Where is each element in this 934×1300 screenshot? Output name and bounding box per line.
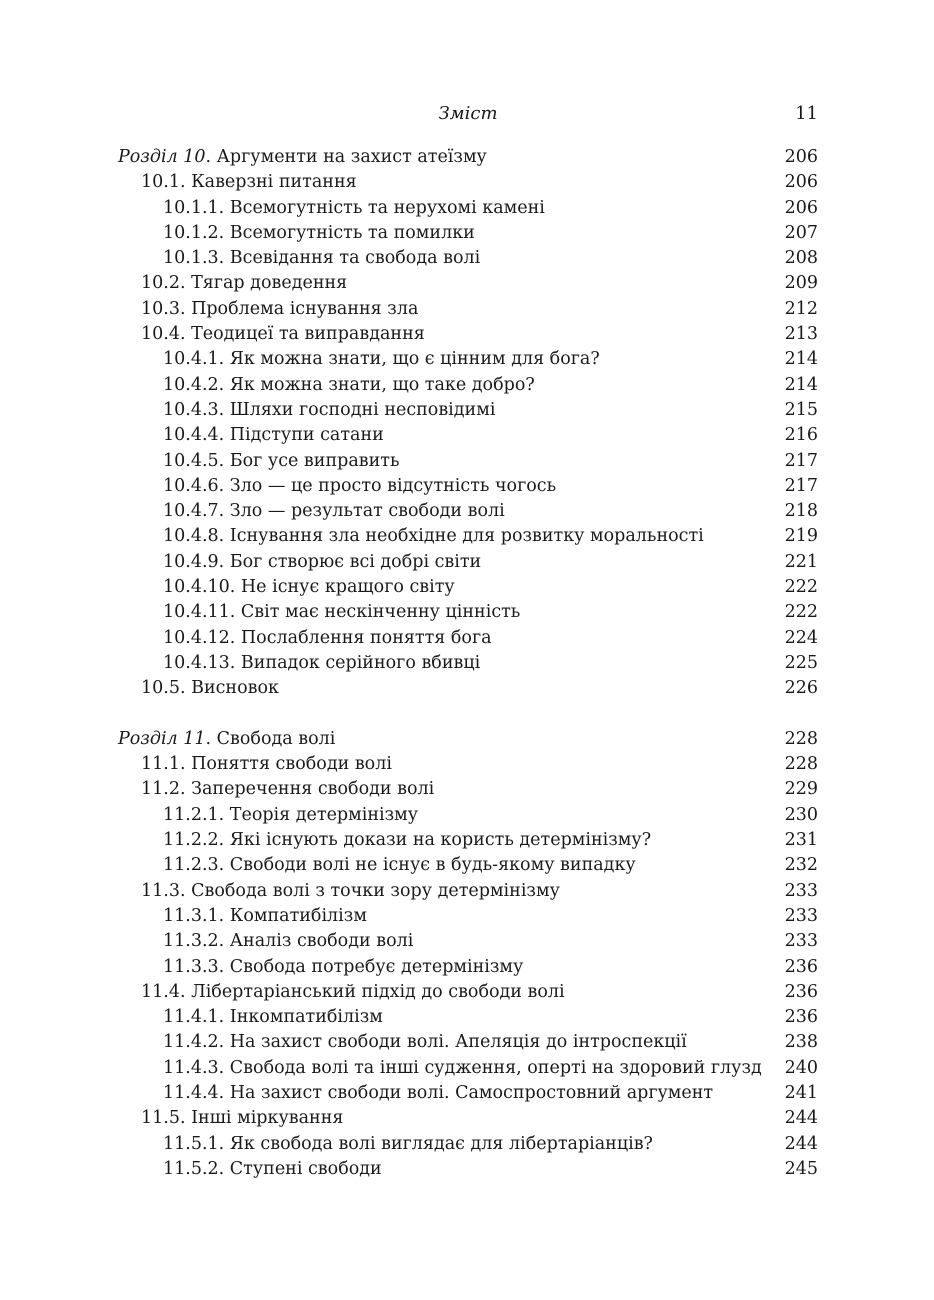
toc-subsection-entry	[118, 1132, 818, 1157]
toc-subsection-entry	[118, 904, 818, 929]
toc-page-number: 207	[784, 222, 818, 243]
toc-page-number: 244	[784, 1133, 818, 1154]
toc-subsection-entry	[118, 828, 818, 853]
toc-page-number: 222	[784, 577, 818, 598]
toc-page-number: 245	[784, 1158, 818, 1179]
toc-entry-label: 11.4.3. Свобода волі та інші судження, оперті на здоровий глузд	[163, 1057, 762, 1078]
toc-page-number: 232	[784, 855, 818, 876]
toc-page-number: 209	[784, 273, 818, 294]
toc-subsection-entry	[118, 575, 818, 600]
toc-page-number: 244	[784, 1108, 818, 1129]
toc-page-number: 214	[784, 349, 818, 370]
toc-entry-label: 11.3. Свобода волі з точки зору детермінізму	[141, 880, 560, 901]
toc-entry-label: 10.4. Теодицеї та виправдання	[141, 324, 425, 345]
toc-section-entry	[118, 676, 818, 701]
toc-page-number: 219	[784, 526, 818, 547]
toc-subsection-entry	[118, 651, 818, 676]
toc-chapter-name: . Свобода волі	[205, 728, 336, 749]
running-head-title: Зміст	[438, 103, 498, 124]
toc-subsection-entry	[118, 524, 818, 549]
toc-entry-label: 10.4.4. Підступи сатани	[163, 425, 384, 446]
toc-entry-label: 10.4.2. Як можна знати, що таке добро?	[163, 374, 535, 395]
toc-subsection-entry	[118, 600, 818, 625]
toc-entry-label: 10.3. Проблема існування зла	[141, 298, 419, 319]
toc-page-number: 236	[784, 981, 818, 1002]
toc-page-number: 217	[784, 450, 818, 471]
toc-entry-label: 11.1. Поняття свободи волі	[141, 754, 392, 775]
toc-section-entry	[118, 879, 818, 904]
toc-page-number: 214	[784, 374, 818, 395]
toc-subsection-entry	[118, 246, 818, 271]
toc-page-number: 212	[784, 298, 818, 319]
toc-subsection-entry	[118, 955, 818, 980]
toc-section-entry	[118, 752, 818, 777]
toc-section-entry	[118, 322, 818, 347]
toc-entry-label: 10.4.1. Як можна знати, що є цінним для бога?	[163, 349, 600, 370]
toc-chapter-entry	[118, 727, 818, 752]
toc-page-number: 228	[784, 728, 818, 749]
toc-section-entry	[118, 980, 818, 1005]
toc-page-number: 226	[784, 678, 818, 699]
toc-entry-label: 11.2.3. Свободи волі не існує в будь-якому випадку	[163, 855, 636, 876]
toc-entry-label: 10.4.6. Зло — це просто відсутність чогось	[163, 475, 557, 496]
toc-entry-label: 11.4.1. Інкомпатибілізм	[163, 1007, 383, 1028]
toc-entry-label: 10.4.9. Бог створює всі добрі світи	[163, 551, 482, 572]
toc-entry-label: 10.4.13. Випадок серійного вбивці	[163, 652, 481, 673]
toc-entry-label: 10.4.3. Шляхи господні несповідимі	[163, 399, 496, 420]
toc-subsection-entry	[118, 423, 818, 448]
toc-section-entry	[118, 1106, 818, 1131]
toc-subsection-entry	[118, 398, 818, 423]
toc-page-number: 233	[784, 880, 818, 901]
toc-page-number: 236	[784, 1007, 818, 1028]
toc-page-number: 231	[784, 830, 818, 851]
toc-entry-label: 10.5. Висновок	[141, 678, 279, 699]
toc-subsection-entry	[118, 221, 818, 246]
toc-subsection-entry	[118, 626, 818, 651]
toc-section-entry	[118, 170, 818, 195]
toc-entry-label: 11.3.2. Аналіз свободи волі	[163, 931, 414, 952]
toc-entry-label: 11.5. Інші міркування	[141, 1108, 344, 1129]
toc-subsection-entry	[118, 1005, 818, 1030]
toc-entry-label: 11.5.2. Ступені свободи	[163, 1158, 382, 1179]
toc-page-number: 233	[784, 905, 818, 926]
toc-page-number: 225	[784, 652, 818, 673]
toc-page-number: 206	[784, 147, 818, 167]
toc-page-number: 217	[784, 475, 818, 496]
toc-entry-label: 10.4.11. Світ має нескінченну цінність	[163, 602, 521, 623]
toc-subsection-entry	[118, 196, 818, 221]
running-head	[118, 101, 818, 127]
page-number: 11	[795, 103, 818, 124]
toc-entry-label: 10.4.7. Зло — результат свободи волі	[163, 501, 505, 522]
toc-entry-label: 10.4.5. Бог усе виправить	[163, 450, 400, 471]
toc-entry-label: 11.4.4. На захист свободи волі. Самоспростовний аргумент	[163, 1082, 714, 1103]
toc-subsection-entry	[118, 499, 818, 524]
toc-subsection-entry	[118, 1030, 818, 1055]
toc-subsection-entry	[118, 449, 818, 474]
toc-entry-label: 10.4.10. Не існує кращого світу	[163, 577, 455, 598]
toc-page-number: 233	[784, 931, 818, 952]
toc-subsection-entry	[118, 550, 818, 575]
toc-chapter-entry	[118, 145, 818, 170]
toc-entry-label: 10.1.1. Всемогутність та нерухомі камені	[163, 197, 545, 218]
toc-entry-label: 11.2.2. Які існують докази на користь детермінізму?	[163, 830, 652, 851]
toc-subsection-entry	[118, 474, 818, 499]
toc-page-number: 221	[784, 551, 818, 572]
toc-page-number: 222	[784, 602, 818, 623]
toc-subsection-entry	[118, 1157, 818, 1182]
toc-subsection-entry	[118, 347, 818, 372]
toc-page-number: 229	[784, 779, 818, 800]
toc-page-number: 206	[784, 197, 818, 218]
table-of-contents	[118, 145, 818, 1182]
toc-page-number: 208	[784, 248, 818, 269]
toc-chapter-title	[118, 727, 335, 752]
toc-page-number: 224	[784, 627, 818, 648]
toc-entry-label: 11.4.2. На захист свободи волі. Апеляція до інтроспекції	[163, 1032, 687, 1053]
toc-subsection-entry	[118, 803, 818, 828]
toc-page-number: 215	[784, 399, 818, 420]
toc-section-entry	[118, 297, 818, 322]
toc-page-number: 238	[784, 1032, 818, 1053]
toc-entry-label: 11.3.1. Компатибілізм	[163, 905, 367, 926]
toc-page-number: 230	[784, 804, 818, 825]
toc-chapter-title	[118, 145, 487, 170]
toc-subsection-entry	[118, 1056, 818, 1081]
toc-entry-label: 10.1.3. Всевідання та свобода волі	[163, 248, 481, 269]
toc-entry-label: 10.1. Каверзні питання	[141, 172, 357, 193]
toc-page-number: 218	[784, 501, 818, 522]
toc-subsection-entry	[118, 1081, 818, 1106]
toc-entry-label: 11.4. Лібертаріанський підхід до свободи волі	[141, 981, 565, 1002]
toc-page-number: 228	[784, 754, 818, 775]
toc-entry-label: 10.1.2. Всемогутність та помилки	[163, 222, 475, 243]
toc-section-entry	[118, 777, 818, 802]
toc-section-entry	[118, 271, 818, 296]
toc-page-number: 216	[784, 425, 818, 446]
toc-entry-label: 11.2. Заперечення свободи волі	[141, 779, 435, 800]
toc-entry-label: 11.3.3. Свобода потребує детермінізму	[163, 956, 524, 977]
toc-subsection-entry	[118, 373, 818, 398]
toc-subsection-entry	[118, 853, 818, 878]
toc-entry-label: 10.2. Тягар доведення	[141, 273, 348, 294]
toc-subsection-entry	[118, 929, 818, 954]
toc-page-number: 236	[784, 956, 818, 977]
toc-entry-label: 11.5.1. Як свобода волі виглядає для лібертаріанців?	[163, 1133, 653, 1154]
toc-page-number: 240	[784, 1057, 818, 1078]
toc-entry-label: 10.4.8. Існування зла необхідне для розвитку моральності	[163, 526, 704, 547]
toc-page-number: 206	[784, 172, 818, 193]
toc-chapter-block	[118, 145, 818, 702]
toc-entry-label: 10.4.12. Послаблення поняття бога	[163, 627, 492, 648]
toc-chapter-prefix: Розділ 10	[118, 147, 206, 167]
toc-chapter-name: . Аргументи на захист атеїзму	[205, 147, 487, 167]
toc-page-number: 241	[784, 1082, 818, 1103]
toc-chapter-block	[118, 727, 818, 1182]
toc-page-number: 213	[784, 324, 818, 345]
toc-chapter-prefix: Розділ 11	[118, 728, 206, 749]
toc-entry-label: 11.2.1. Теорія детермінізму	[163, 804, 419, 825]
